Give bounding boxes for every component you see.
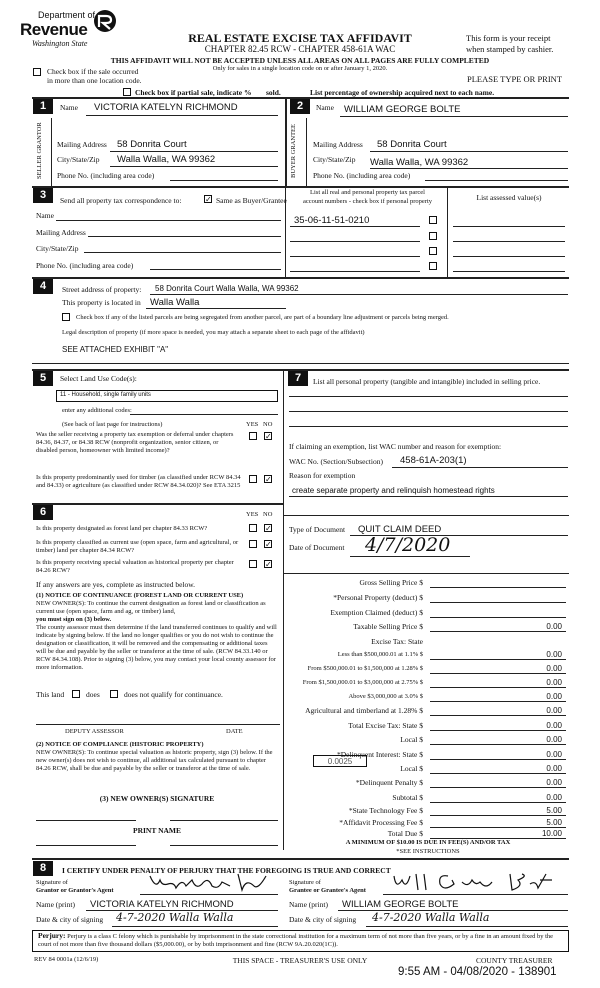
receipt-note-2: when stamped by cashier. bbox=[466, 44, 554, 54]
receipt-note-1: This form is your receipt bbox=[466, 33, 551, 43]
seller-city[interactable]: Walla Walla, WA 99362 bbox=[117, 154, 216, 165]
grantor-signature[interactable] bbox=[146, 872, 271, 894]
dept-state: Washington State bbox=[32, 39, 88, 48]
revenue-logo-icon bbox=[93, 8, 117, 34]
tax-row-label: Local $ bbox=[400, 764, 423, 773]
minimum-note: A MINIMUM OF $10.00 IS DUE IN FEE(S) AND/OR TAX bbox=[345, 839, 511, 846]
parcel-1-checkbox[interactable] bbox=[429, 216, 437, 224]
s6-q3-no[interactable]: ✓ bbox=[265, 560, 272, 569]
buyer-city[interactable]: Walla Walla, WA 99362 bbox=[370, 157, 469, 168]
grantor-print-label: Name (print) bbox=[36, 900, 75, 909]
parcel-head-2: account numbers - check box if personal property bbox=[302, 198, 433, 205]
tax-row-label: Taxable Selling Price $ bbox=[353, 622, 423, 631]
tax-row-value[interactable]: 0.00 bbox=[546, 778, 562, 787]
grantee-sig-label-1: Signature of bbox=[289, 879, 321, 886]
grantor-date-label: Date & city of signing bbox=[36, 915, 104, 924]
perjury-text bbox=[38, 932, 564, 949]
doc-date[interactable]: 4/7/2020 bbox=[365, 534, 451, 556]
buyer-phone-label: Phone No. (including area code) bbox=[313, 171, 411, 180]
tax-row-label: *Personal Property (deduct) $ bbox=[333, 593, 423, 602]
section-5-number: 5 bbox=[33, 371, 53, 386]
seller-name[interactable]: VICTORIA KATELYN RICHMOND bbox=[94, 102, 238, 113]
tax-row-label: Total Excise Tax: State $ bbox=[348, 721, 423, 730]
tax-row-value[interactable]: 0.00 bbox=[546, 793, 562, 802]
seller-mail-label: Mailing Address bbox=[57, 140, 107, 149]
land-use-value: 11 - Household, single family units bbox=[60, 392, 151, 398]
section-8-number: 8 bbox=[33, 861, 53, 876]
send-tax-label: Send all property tax correspondence to: bbox=[60, 196, 182, 205]
county-treasurer: COUNTY TREASURER bbox=[476, 956, 553, 965]
parcel-2-checkbox[interactable] bbox=[429, 232, 437, 240]
notice-1-a: NEW OWNER(S): To continue the current designation as forest land or classification as current use (open space, farm and ag, or timber) land, bbox=[36, 600, 266, 615]
deputy-label: DEPUTY ASSESSOR bbox=[65, 728, 124, 735]
buyer-mail[interactable]: 58 Donrita Court bbox=[377, 139, 447, 150]
s6-question-3: Is this property receiving special valuation as historical property per chapter 84.26 RCW? bbox=[36, 559, 234, 574]
s5-yes: YES bbox=[246, 421, 259, 428]
multi-location-label-1: Check box if the sale occurred bbox=[47, 67, 139, 76]
tax-row-value[interactable]: 0.00 bbox=[546, 721, 562, 730]
tax-row-value[interactable]: 5.00 bbox=[546, 806, 562, 815]
dor-logo bbox=[20, 8, 130, 52]
seller-phone-label: Phone No. (including area code) bbox=[57, 171, 155, 180]
multi-location-label-2: in more than one location code. bbox=[47, 76, 142, 85]
tax-row-value[interactable]: 5.00 bbox=[546, 818, 562, 827]
tax-row-label: Agricultural and timberland at 1.28% $ bbox=[305, 706, 423, 715]
grantee-date-city[interactable]: 4-7-2020 Walla Walla bbox=[372, 911, 490, 924]
tax-row-label: Subtotal $ bbox=[392, 793, 423, 802]
grantor-date-city[interactable]: 4-7-2020 Walla Walla bbox=[116, 911, 234, 924]
if-yes-note: If any answers are yes, complete as instructed below. bbox=[36, 580, 196, 589]
s5-q1-no[interactable]: ✓ bbox=[265, 432, 272, 441]
s5-question-1: Was the seller receiving a property tax exemption or deferral under chapters 84.36, 84.37, or 84.38 RCW (nonprofit organization, senior citizen, or disabled person, homeowner with limited income)? bbox=[36, 431, 234, 454]
tax-row-value[interactable]: 0.00 bbox=[546, 735, 562, 744]
does-checkbox[interactable] bbox=[72, 690, 80, 698]
section-3-number: 3 bbox=[33, 188, 53, 203]
does-label: does bbox=[86, 690, 100, 699]
tax-row-label: *Affidavit Processing Fee $ bbox=[339, 818, 423, 827]
partial-sale-label: Check box if partial sale, indicate % bbox=[135, 88, 252, 97]
type-or-print: PLEASE TYPE OR PRINT bbox=[467, 74, 563, 84]
see-instructions: *SEE INSTRUCTIONS bbox=[396, 848, 460, 855]
street-label: Street address of property: bbox=[62, 285, 142, 294]
section-2-number: 2 bbox=[290, 99, 310, 114]
street-address[interactable]: 58 Donrita Court Walla Walla, WA 99362 bbox=[155, 284, 299, 293]
section-4-number: 4 bbox=[33, 279, 53, 294]
tax-row-label: Exemption Claimed (deduct) $ bbox=[330, 608, 423, 617]
tax-row-label: Local $ bbox=[400, 735, 423, 744]
parcel-head-1: List all real and personal property tax parcel bbox=[310, 189, 425, 196]
tax-row-value[interactable]: 0.00 bbox=[546, 706, 562, 715]
local-rate: 0.0025 bbox=[327, 757, 353, 766]
grantee-print-name[interactable]: WILLIAM GEORGE BOLTE bbox=[342, 899, 459, 910]
notice-2-body: NEW OWNER(S): To continue special valuation as historic property, sign (3) below. If the new owner(s) does not wish to continue, all additional tax calculated pursuant to chapter 84.26 RCW, shall be due and payable by the seller or transferor at the time of sale. bbox=[36, 749, 273, 772]
exemption-reason[interactable]: create separate property and relinquish homestead rights bbox=[292, 486, 495, 495]
notice-1-c: The county assessor must then determine if the land transferred continues to qualify and will indicate by signing below. If the land no longer qualifies or you do not wish to continue the designation or classification, it will be removed and the compensating or additional taxes will be due and payable by the seller or transferor at the time of sale. (RCW 84.33.140 or RCW 84.34.108). Prior to signing (3) below, you may contact your local county assessor for more information. bbox=[36, 624, 277, 671]
buyer-side-label: BUYER GRANTEE bbox=[290, 124, 297, 178]
tax-row-label: *Delinquent Penalty $ bbox=[355, 778, 423, 787]
wac-number[interactable]: 458-61A-203(1) bbox=[400, 455, 467, 466]
tax-row-label: From $1,500,000.01 to $3,000,000 at 2.75% $ bbox=[302, 679, 423, 686]
tax-row-label: Total Due $ bbox=[387, 829, 423, 838]
s6-question-1: Is this property designated as forest land per chapter 84.33 RCW? bbox=[36, 525, 208, 532]
s6-question-2: Is this property classified as current use (open space, farm and agricultural, or timber) land per chapter 84.34 RCW? bbox=[36, 539, 239, 554]
grantor-sig-label-2: Grantor or Grantor's Agent bbox=[36, 887, 114, 894]
partial-sale-checkbox[interactable] bbox=[123, 88, 131, 96]
reason-label: Reason for exemption bbox=[289, 471, 356, 480]
seller-name-label: Name bbox=[60, 103, 78, 112]
grantee-sig-label-2: Grantee or Grantee's Agent bbox=[289, 887, 366, 894]
form-only-for: Only for sales in a single location code on or after January 1, 2020. bbox=[212, 65, 388, 72]
s6-q1-no[interactable]: ✓ bbox=[265, 524, 272, 533]
s5-no: NO bbox=[263, 421, 273, 428]
segregated-checkbox[interactable] bbox=[62, 313, 70, 321]
section-1-number: 1 bbox=[33, 99, 53, 114]
s6-q2-yes[interactable] bbox=[249, 540, 257, 548]
deputy-date-label: DATE bbox=[226, 728, 243, 735]
tax-row-value[interactable]: 0.00 bbox=[546, 750, 562, 759]
same-as-buyer-checkbox[interactable]: ✓ bbox=[205, 195, 212, 204]
notice-3-title: (3) NEW OWNER(S) SIGNATURE bbox=[99, 794, 215, 803]
see-back: (See back of last page for instructions) bbox=[62, 421, 163, 428]
s6-no: NO bbox=[263, 511, 273, 518]
corr-name-label: Name bbox=[36, 211, 54, 220]
section-6-number: 6 bbox=[33, 505, 53, 520]
grantee-signature[interactable] bbox=[390, 870, 560, 894]
seller-city-label: City/State/Zip bbox=[57, 155, 100, 164]
tax-row-value[interactable]: 0.00 bbox=[546, 764, 562, 773]
same-as-buyer-label: Same as Buyer/Grantee bbox=[216, 196, 287, 205]
tax-row-value[interactable]: 0.00 bbox=[546, 664, 562, 673]
land-use-label: Select Land Use Code(s): bbox=[60, 374, 137, 383]
located-label: This property is located in bbox=[62, 298, 141, 307]
notice-1-b: you must sign on (3) below. bbox=[36, 616, 112, 623]
s6-q1-yes[interactable] bbox=[249, 524, 257, 532]
corr-city-label: City/State/Zip bbox=[36, 244, 79, 253]
exemption-question: If claiming an exemption, list WAC number and reason for exemption: bbox=[289, 442, 502, 451]
s5-question-2: Is this property predominantly used for timber (as classified under RCW 84.34 and 84.33) or agriculture (as classified under RCW 84.34.020)? See ETA 3215 bbox=[36, 474, 241, 489]
grantee-date-label: Date & city of signing bbox=[289, 915, 357, 924]
tax-row-label: Less than $500,000.01 at 1.1% $ bbox=[337, 651, 423, 658]
buyer-city-label: City/State/Zip bbox=[313, 155, 356, 164]
tax-row-label: Above $3,000,000 at 3.0% $ bbox=[348, 693, 423, 700]
parcel-4-checkbox[interactable] bbox=[429, 262, 437, 270]
corr-mail-label: Mailing Address bbox=[36, 228, 86, 237]
ownership-note: List percentage of ownership acquired next to each name. bbox=[310, 88, 495, 97]
additional-codes: enter any additional codes: bbox=[62, 407, 132, 414]
tax-row-label: Gross Selling Price $ bbox=[359, 578, 423, 587]
seller-side-label: SELLER GRANTOR bbox=[36, 122, 43, 180]
tax-row-label: *State Technology Fee $ bbox=[348, 806, 423, 815]
form-warning: THIS AFFIDAVIT WILL NOT BE ACCEPTED UNLESS ALL AREAS ON ALL PAGES ARE FULLY COMPLETED bbox=[110, 56, 490, 65]
notice-2-title: (2) NOTICE OF COMPLIANCE (HISTORIC PROPERTY) bbox=[36, 741, 204, 748]
perjury-body: Perjury is a class C felony which is punishable by imprisonment in the state correctional institution for a maximum term of not more than five years, or by a fine in an amount fixed by the court of not more than five thousand dollars ($5,000.00), or by both imprisonment and fine (RCW 9A.20.020(1C)). bbox=[38, 933, 554, 948]
s5-q2-yes[interactable] bbox=[249, 475, 257, 483]
s5-q2-no[interactable]: ✓ bbox=[265, 475, 272, 484]
buyer-name[interactable]: WILLIAM GEORGE BOLTE bbox=[344, 104, 461, 115]
rev-number: REV 84 0001a (12/6/19) bbox=[34, 956, 99, 963]
certify-statement: I CERTIFY UNDER PENALTY OF PERJURY THAT THE FOREGOING IS TRUE AND CORRECT bbox=[62, 866, 391, 875]
personal-property-label: List all personal property (tangible and intangible) included in selling price. bbox=[313, 377, 541, 386]
s6-q3-yes[interactable] bbox=[249, 560, 257, 568]
multi-location-checkbox[interactable] bbox=[33, 68, 41, 76]
dept-revenue: Revenue bbox=[20, 20, 88, 39]
doc-date-label: Date of Document bbox=[289, 543, 345, 552]
s6-q2-no[interactable]: ✓ bbox=[265, 540, 272, 549]
section-7-number: 7 bbox=[288, 371, 308, 386]
partial-sold-label: sold. bbox=[266, 88, 281, 97]
doc-type-label: Type of Document bbox=[289, 525, 346, 534]
tax-row-value[interactable]: 10.00 bbox=[541, 829, 562, 838]
wac-label: WAC No. (Section/Subsection) bbox=[289, 457, 383, 466]
form-chapter: CHAPTER 82.45 RCW - CHAPTER 458-61A WAC bbox=[204, 44, 396, 54]
legal-exhibit[interactable]: SEE ATTACHED EXHIBIT "A" bbox=[62, 345, 169, 354]
dept-top: Department of bbox=[38, 10, 96, 20]
treasurer-space: THIS SPACE - TREASURER'S USE ONLY bbox=[232, 956, 368, 965]
segregated-label: Check box if any of the listed parcels are being segregated from another parcel, are part of a boundary line adjustment or parcels being merged. bbox=[76, 314, 449, 321]
tax-row-value[interactable]: 0.00 bbox=[546, 650, 562, 659]
form-title: REAL ESTATE EXCISE TAX AFFIDAVIT bbox=[188, 31, 412, 45]
tax-row-label: *Delinquent Interest: State $ bbox=[336, 750, 423, 759]
grantor-sig-label-1: Signature of bbox=[36, 879, 68, 886]
tax-row-value[interactable]: 0.00 bbox=[546, 678, 562, 687]
grantor-print-name[interactable]: VICTORIA KATELYN RICHMOND bbox=[90, 899, 234, 910]
treasurer-stamp: 9:55 AM - 04/08/2020 - 138901 bbox=[398, 966, 557, 978]
s5-q1-yes[interactable] bbox=[249, 432, 257, 440]
legal-desc-label: Legal description of property (if more space is needed, you may attach a separate sheet to each page of the affidavit) bbox=[62, 329, 365, 336]
corr-phone-label: Phone No. (including area code) bbox=[36, 261, 134, 270]
s6-yes: YES bbox=[246, 511, 259, 518]
assessed-head: List assessed value(s) bbox=[476, 193, 542, 202]
notice-1-title: (1) NOTICE OF CONTINUANCE (FOREST LAND OR CURRENT USE) bbox=[36, 592, 244, 599]
this-land-label: This land bbox=[36, 690, 65, 699]
buyer-name-label: Name bbox=[316, 103, 334, 112]
tax-row-value[interactable]: 0.00 bbox=[546, 622, 562, 631]
parcel-3-checkbox[interactable] bbox=[429, 247, 437, 255]
doc-type[interactable]: QUIT CLAIM DEED bbox=[358, 524, 442, 535]
grantee-print-label: Name (print) bbox=[289, 900, 328, 909]
tax-row-value[interactable]: 0.00 bbox=[546, 692, 562, 701]
tax-row-label: From $500,000.01 to $1,500,000 at 1.28% $ bbox=[307, 665, 423, 672]
perjury-label: Perjury: bbox=[38, 931, 66, 940]
print-name-label: PRINT NAME bbox=[133, 826, 181, 835]
parcel-number[interactable]: 35-06-11-51-0210 bbox=[294, 215, 370, 226]
does-not-label: does not qualify for continuance. bbox=[124, 690, 223, 699]
tax-row-label: Excise Tax: State bbox=[371, 637, 423, 646]
buyer-mail-label: Mailing Address bbox=[313, 140, 363, 149]
does-not-checkbox[interactable] bbox=[110, 690, 118, 698]
located-in[interactable]: Walla Walla bbox=[150, 297, 200, 308]
seller-mail[interactable]: 58 Donrita Court bbox=[117, 139, 187, 150]
